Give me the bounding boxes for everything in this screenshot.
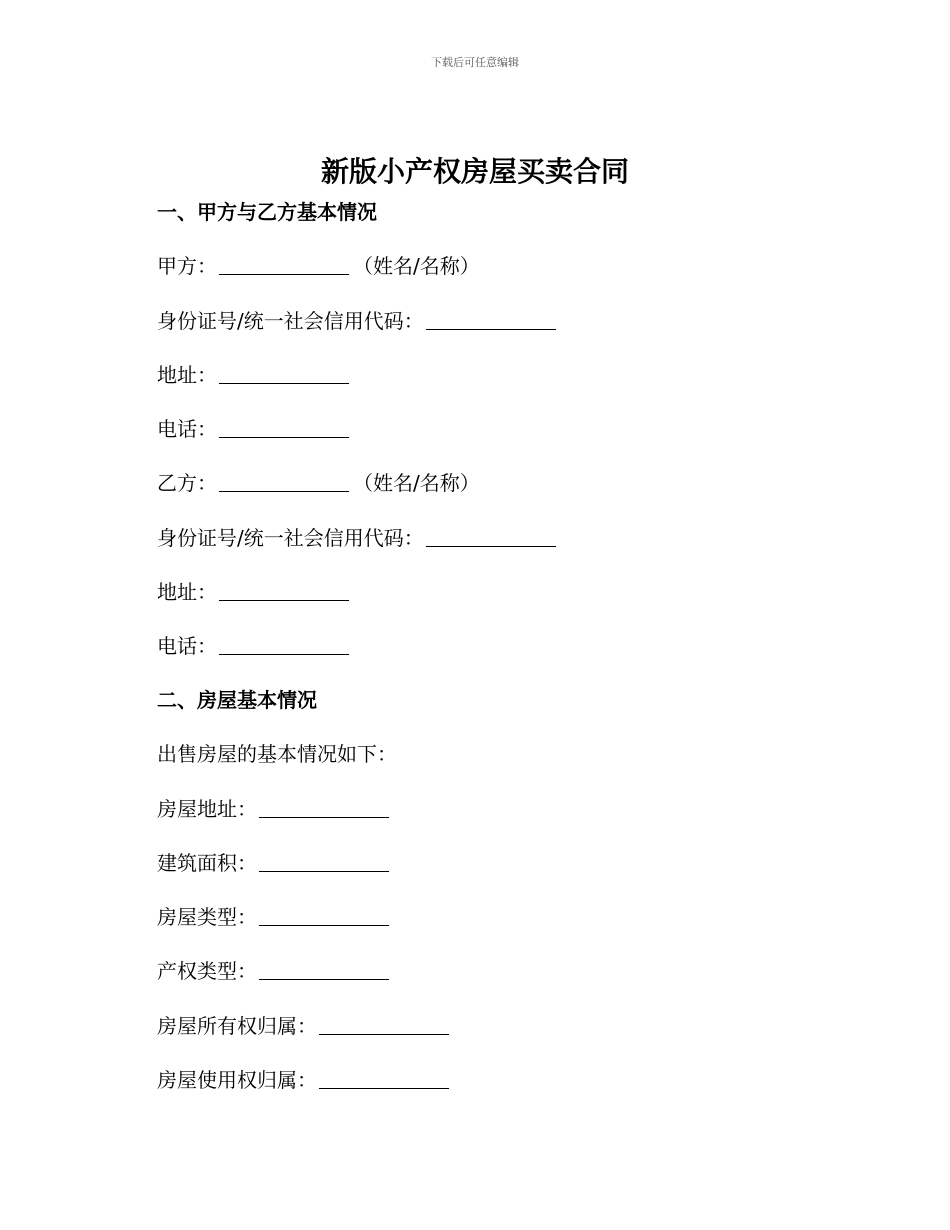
section-heading-parties: 一、甲方与乙方基本情况 xyxy=(157,200,377,224)
party-a-name-blank[interactable] xyxy=(219,254,349,275)
party-a-phone-row xyxy=(157,415,353,443)
property-address-label: 房屋地址： xyxy=(157,797,257,821)
party-b-phone-blank[interactable] xyxy=(219,634,349,655)
property-area-row xyxy=(157,849,393,877)
party-b-name-row xyxy=(157,469,480,497)
party-b-id-label: 身份证号/统一社会信用代码： xyxy=(157,526,424,550)
party-b-id-blank[interactable] xyxy=(426,526,556,547)
party-a-address-row xyxy=(157,361,353,389)
property-ownership-label: 房屋所有权归属： xyxy=(157,1014,317,1038)
party-b-address-label: 地址： xyxy=(157,580,217,604)
party-a-name-label: 甲方： xyxy=(157,254,217,278)
property-usage-blank[interactable] xyxy=(319,1068,449,1089)
party-b-name-suffix: （姓名/名称） xyxy=(353,471,480,495)
document-title: 新版小产权房屋买卖合同 xyxy=(320,155,629,188)
header-note: 下载后可任意编辑 xyxy=(431,56,519,69)
party-a-address-blank[interactable] xyxy=(219,363,349,384)
property-right-type-label: 产权类型： xyxy=(157,959,257,983)
party-a-id-label: 身份证号/统一社会信用代码： xyxy=(157,309,424,333)
party-b-address-row xyxy=(157,578,353,606)
party-a-name-suffix: （姓名/名称） xyxy=(353,254,480,278)
property-address-row xyxy=(157,795,393,823)
property-ownership-row xyxy=(157,1012,453,1040)
party-b-id-row xyxy=(157,524,560,552)
party-a-id-row xyxy=(157,307,560,335)
party-b-phone-row xyxy=(157,632,353,660)
property-area-blank[interactable] xyxy=(259,851,389,872)
property-type-row xyxy=(157,903,393,931)
property-area-label: 建筑面积： xyxy=(157,851,257,875)
property-intro: 出售房屋的基本情况如下： xyxy=(157,742,397,766)
party-a-id-blank[interactable] xyxy=(426,309,556,330)
party-b-phone-label: 电话： xyxy=(157,634,217,658)
section-heading-property: 二、房屋基本情况 xyxy=(157,688,317,712)
party-b-address-blank[interactable] xyxy=(219,580,349,601)
property-address-blank[interactable] xyxy=(259,797,389,818)
party-a-address-label: 地址： xyxy=(157,363,217,387)
property-type-label: 房屋类型： xyxy=(157,905,257,929)
party-a-name-row xyxy=(157,252,480,280)
party-a-phone-blank[interactable] xyxy=(219,417,349,438)
party-a-phone-label: 电话： xyxy=(157,417,217,441)
party-b-name-blank[interactable] xyxy=(219,471,349,492)
property-right-type-blank[interactable] xyxy=(259,959,389,980)
property-right-type-row xyxy=(157,957,393,985)
property-usage-row xyxy=(157,1066,453,1094)
property-ownership-blank[interactable] xyxy=(319,1014,449,1035)
party-b-name-label: 乙方： xyxy=(157,471,217,495)
property-type-blank[interactable] xyxy=(259,905,389,926)
property-usage-label: 房屋使用权归属： xyxy=(157,1068,317,1092)
